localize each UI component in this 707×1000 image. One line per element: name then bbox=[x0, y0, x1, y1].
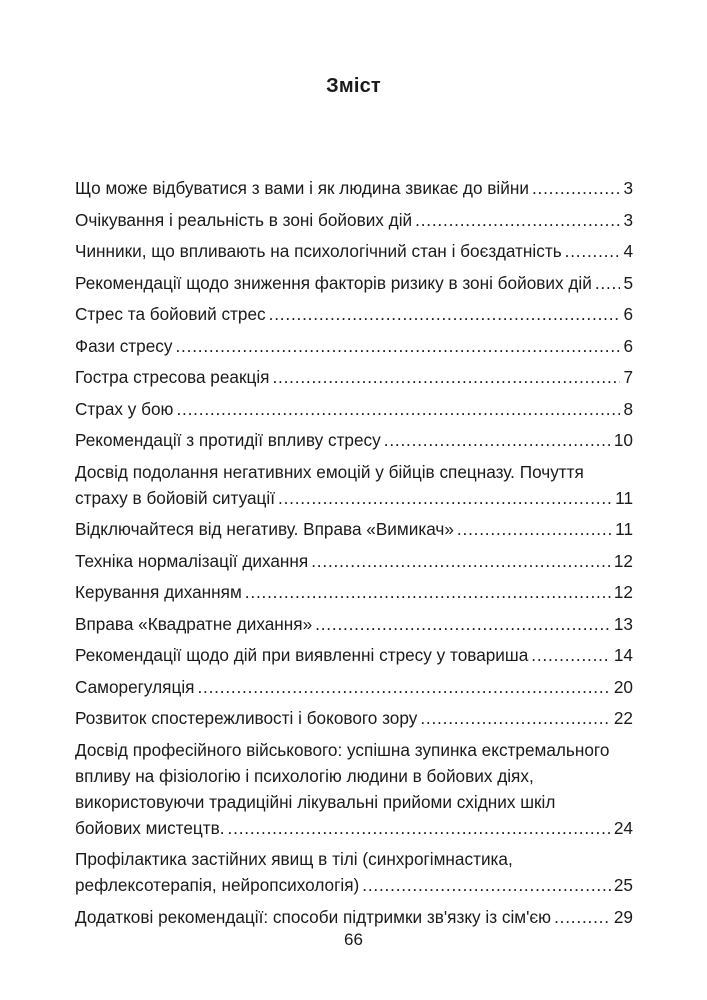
toc-entry-title: Рекомендації щодо дій при виявленні стресу у товариша bbox=[75, 645, 529, 665]
toc-entry[interactable] bbox=[75, 705, 633, 731]
toc-leader-dots bbox=[315, 611, 611, 637]
toc-entry-line bbox=[75, 238, 633, 264]
toc-entry[interactable] bbox=[75, 579, 633, 605]
toc-entry-text-line: впливу на фізіологію і психологію людини в бойових діях, bbox=[75, 765, 534, 786]
toc-leader-dots bbox=[197, 674, 610, 700]
toc-entry-line bbox=[75, 333, 633, 359]
toc-entry-text-line: Досвід подолання негативних емоцій у бійців спецназу. Почуття bbox=[75, 461, 584, 482]
toc-entry-title: Що може відбуватися з вами і як людина звикає до війни bbox=[75, 178, 529, 198]
toc-entry-page: 22 bbox=[613, 708, 633, 728]
toc-entry-line bbox=[75, 579, 633, 605]
toc-entry-page: 4 bbox=[623, 241, 633, 261]
toc-leader-dots bbox=[415, 207, 620, 233]
toc-entry-page: 25 bbox=[613, 875, 633, 895]
toc-entry-title: Додаткові рекомендації: способи підтримки зв'язку із сім'єю bbox=[75, 906, 552, 927]
toc-entry-page: 10 bbox=[613, 430, 633, 450]
toc-entry-line bbox=[75, 427, 633, 453]
toc-leader-dots bbox=[278, 485, 612, 511]
toc-entry-title: Відключайтеся від негативу. Вправа «Вимикач» bbox=[75, 519, 454, 539]
toc-leader-dots bbox=[311, 548, 611, 574]
toc-entry[interactable] bbox=[75, 642, 633, 668]
toc-leader-dots bbox=[565, 238, 621, 264]
toc-entry-page: 6 bbox=[623, 335, 633, 356]
toc-entry-line bbox=[75, 516, 633, 542]
toc-entry[interactable] bbox=[75, 737, 633, 841]
page-number: 66 bbox=[344, 930, 363, 949]
toc-entry-line bbox=[75, 642, 633, 668]
toc-leader-dots bbox=[531, 642, 611, 668]
toc-entry-page: 24 bbox=[613, 817, 633, 838]
toc-entry-title: Рекомендації з протидії впливу стресу bbox=[75, 430, 381, 450]
toc-entry-page: 3 bbox=[623, 178, 633, 198]
toc-entry-page: 11 bbox=[615, 487, 633, 508]
toc-entry-line bbox=[75, 207, 633, 233]
toc-leader-dots bbox=[532, 175, 621, 201]
toc-entry[interactable] bbox=[75, 396, 633, 422]
toc-leader-dots bbox=[228, 815, 611, 841]
toc-entry[interactable] bbox=[75, 207, 633, 233]
toc-entry-title: Чинники, що впливають на психологічний стан і боєздатність bbox=[75, 241, 562, 261]
toc-entry[interactable] bbox=[75, 427, 633, 453]
toc-entry-page: 12 bbox=[613, 550, 633, 571]
toc-entry-line bbox=[75, 872, 633, 898]
toc-leader-dots bbox=[554, 904, 611, 930]
toc-entry[interactable] bbox=[75, 904, 633, 930]
toc-entry[interactable] bbox=[75, 270, 633, 296]
toc-entry[interactable] bbox=[75, 674, 633, 700]
toc-entry[interactable] bbox=[75, 238, 633, 264]
toc-entry-title: Очікування і реальність в зоні бойових дій bbox=[75, 209, 413, 230]
toc-entry[interactable] bbox=[75, 301, 633, 327]
toc-entry-page: 5 bbox=[623, 272, 633, 293]
toc-entry-page: 20 bbox=[613, 676, 633, 697]
table-of-contents bbox=[75, 175, 633, 935]
toc-entry-page: 8 bbox=[623, 398, 633, 419]
toc-entry-title: страху в бойовій ситуації bbox=[75, 487, 275, 508]
toc-entry-text-line: Досвід професійного військового: успішна зупинка екстремального bbox=[75, 739, 610, 760]
toc-entry-title: Розвиток спостережливості і бокового зору bbox=[75, 708, 418, 728]
toc-entry-line bbox=[75, 301, 633, 327]
toc-leader-dots bbox=[272, 364, 620, 390]
toc-entry-title: Керування диханням bbox=[75, 582, 242, 602]
toc-entry-line bbox=[75, 815, 633, 841]
toc-entry-line bbox=[75, 396, 633, 422]
toc-entry-line bbox=[75, 705, 633, 731]
toc-leader-dots bbox=[175, 333, 620, 359]
toc-leader-dots bbox=[245, 579, 611, 605]
toc-entry-title: Техніка нормалізації дихання bbox=[75, 550, 309, 571]
toc-entry-title: Рекомендації щодо зниження факторів ризику в зоні бойових дій bbox=[75, 272, 592, 293]
toc-entry-page: 29 bbox=[613, 906, 633, 927]
toc-entry-page: 3 bbox=[623, 209, 633, 230]
toc-leader-dots bbox=[362, 872, 611, 898]
toc-entry-text-line: використовуючи традиційні лікувальні прийоми східних шкіл bbox=[75, 791, 556, 812]
toc-leader-dots bbox=[384, 427, 611, 453]
toc-entry-line bbox=[75, 674, 633, 700]
toc-entry-title: Стрес та бойовий стрес bbox=[75, 304, 266, 324]
toc-leader-dots bbox=[457, 516, 612, 542]
toc-entry-line bbox=[75, 270, 633, 296]
toc-entry[interactable] bbox=[75, 846, 633, 898]
toc-entry-title: Страх у бою bbox=[75, 398, 174, 419]
toc-entry[interactable] bbox=[75, 516, 633, 542]
toc-entry-title: Саморегуляція bbox=[75, 676, 195, 697]
toc-entry[interactable] bbox=[75, 611, 633, 637]
toc-entry-page: 12 bbox=[613, 582, 633, 602]
toc-entry-title: Вправа «Квадратне дихання» bbox=[75, 613, 313, 634]
toc-entry-line bbox=[75, 175, 633, 201]
toc-entry-title: рефлексотерапія, нейропсихологія) bbox=[75, 875, 360, 895]
toc-leader-dots bbox=[420, 705, 611, 731]
toc-leader-dots bbox=[595, 270, 621, 296]
toc-entry-line bbox=[75, 364, 633, 390]
toc-entry-line bbox=[75, 611, 633, 637]
toc-entry-page: 6 bbox=[623, 304, 633, 324]
toc-leader-dots bbox=[269, 301, 621, 327]
page-title: Зміст bbox=[326, 75, 381, 97]
toc-entry-line bbox=[75, 904, 633, 930]
toc-entry-page: 11 bbox=[615, 519, 633, 539]
toc-leader-dots bbox=[176, 396, 620, 422]
toc-entry[interactable] bbox=[75, 333, 633, 359]
toc-entry-line bbox=[75, 548, 633, 574]
toc-entry-page: 7 bbox=[623, 367, 633, 387]
toc-entry-text-line: Профілактика застійних явищ в тілі (синхрогімнастика, bbox=[75, 849, 513, 869]
toc-entry[interactable] bbox=[75, 364, 633, 390]
toc-entry[interactable] bbox=[75, 175, 633, 201]
toc-entry-title: бойових мистецтв. bbox=[75, 817, 225, 838]
toc-entry-page: 13 bbox=[613, 613, 633, 634]
toc-entry-page: 14 bbox=[613, 645, 633, 665]
toc-entry-line bbox=[75, 485, 633, 511]
toc-entry[interactable] bbox=[75, 548, 633, 574]
toc-entry[interactable] bbox=[75, 459, 633, 511]
toc-entry-title: Гостра стресова реакція bbox=[75, 367, 270, 387]
toc-entry-title: Фази стресу bbox=[75, 335, 173, 356]
